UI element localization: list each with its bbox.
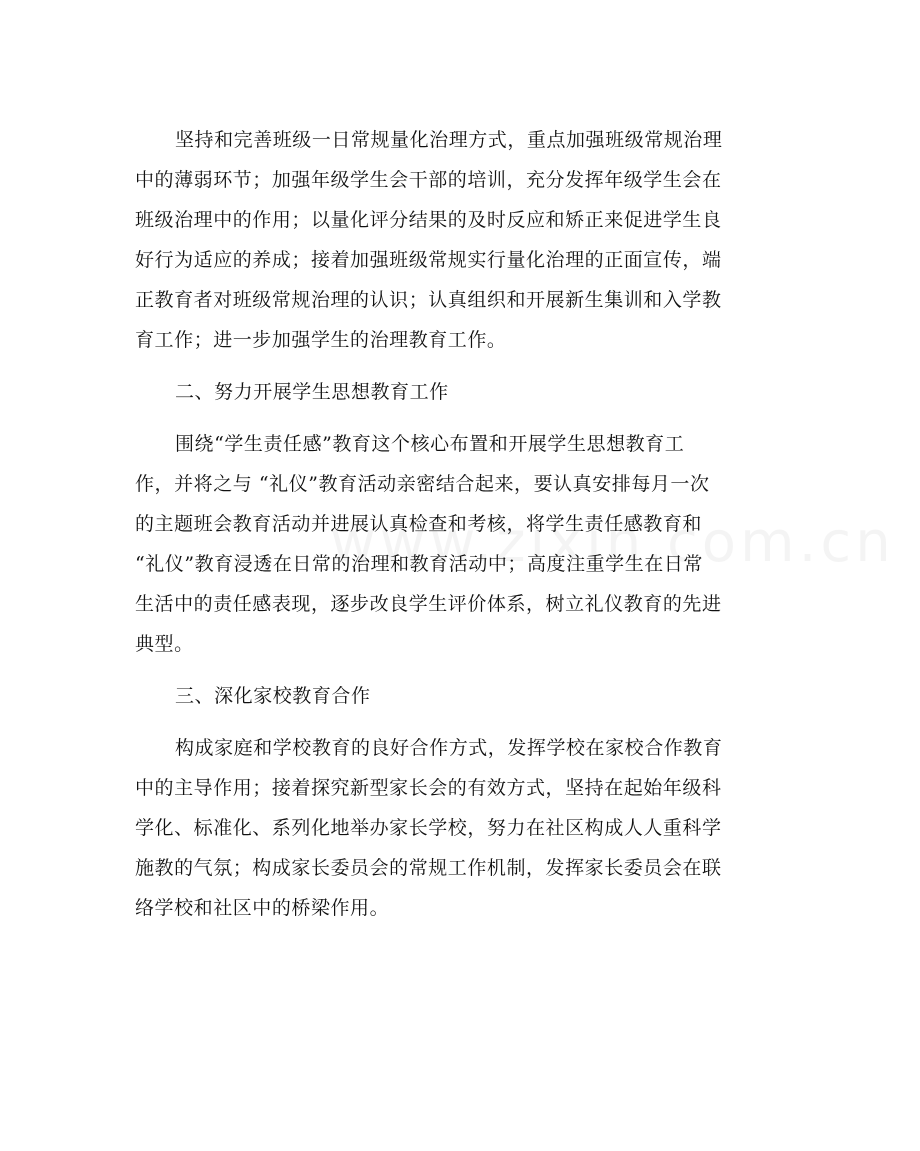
text-line: 络学校和社区中的桥梁作用。 (135, 897, 390, 919)
paragraph-ideological-education (135, 424, 775, 664)
text-line: 作，并将之与 “礼仪”教育活动亲密结合起来，要认真安排每月一次 (135, 473, 710, 495)
text-line: 生活中的责任感表现，逐步改良学生评价体系，树立礼仪教育的先进 (135, 593, 722, 615)
document-body (135, 120, 775, 928)
section-heading-text: 二、努力开展学生思想教育工作 (175, 381, 449, 403)
text-line: “礼仪”教育浸透在日常的治理和教育活动中；高度注重学生在日常 (135, 553, 703, 575)
text-line: 坚持和完善班级一日常规量化治理方式，重点加强班级常规治理 (175, 129, 723, 151)
paragraph-class-management (135, 120, 775, 360)
text-line: 施教的气氛；构成家长委员会的常规工作机制，发挥家长委员会在联 (135, 857, 722, 879)
section-heading-2 (135, 372, 775, 412)
text-line: 典型。 (135, 633, 194, 655)
section-heading-text: 三、深化家校教育合作 (175, 685, 371, 707)
text-line: 的主题班会教育活动并进展认真检查和考核，将学生责任感教育和 (135, 513, 702, 535)
text-line: 正教育者对班级常规治理的认识；认真组织和开展新生集训和入学教 (135, 289, 722, 311)
section-heading-3 (135, 676, 775, 716)
text-line: 学化、标准化、系列化地举办家长学校，努力在社区构成人人重科学 (135, 817, 722, 839)
text-line: 围绕“学生责任感”教育这个核心布置和开展学生思想教育工 (175, 433, 685, 455)
text-line: 班级治理中的作用；以量化评分结果的及时反应和矫正来促进学生良 (135, 209, 722, 231)
text-line: 构成家庭和学校教育的良好合作方式，发挥学校在家校合作教育 (175, 737, 723, 759)
text-line: 好行为适应的养成；接着加强班级常规实行量化治理的正面宣传，端 (135, 249, 722, 271)
paragraph-home-school-cooperation (135, 728, 775, 928)
text-line: 中的薄弱环节；加强年级学生会干部的培训，充分发挥年级学生会在 (135, 169, 722, 191)
text-line: 中的主导作用；接着探究新型家长会的有效方式，坚持在起始年级科 (135, 777, 722, 799)
text-line: 育工作；进一步加强学生的治理教育工作。 (135, 329, 507, 351)
